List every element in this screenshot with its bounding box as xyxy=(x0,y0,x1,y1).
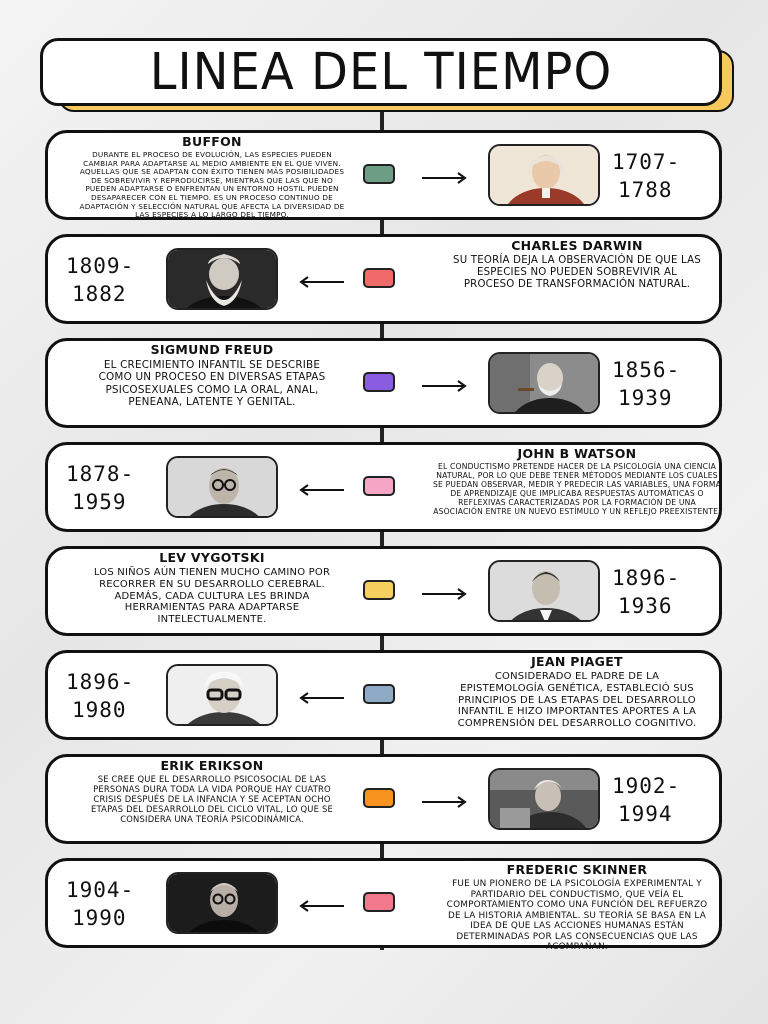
person-description: FUE UN PIONERO DE LA PSICOLOGÍA EXPERIMENTAL Y PARTIDARIO DEL CONDUCTISMO, QUE VEÍA EL COMPORTAMIENTO COMO UNA FUNCIÓN DEL REFUERZO DE LA HISTORIA AMBIENTAL. SU TEORÍA SE BASA EN LA IDEA DE QUE LAS ACCIONES HUMANAS ESTÁN DETERMINADAS POR LAS CONSECUENCIAS QUE LAS ACOMPAÑAN. xyxy=(446,879,708,952)
arrow-right-icon xyxy=(422,377,468,389)
year-start: 1896- xyxy=(612,566,681,590)
timeline-marker xyxy=(363,268,395,288)
year-end: 1936 xyxy=(618,594,673,618)
timeline-marker xyxy=(363,684,395,704)
person-photo xyxy=(488,144,600,206)
person-name: CHARLES DARWIN xyxy=(511,238,643,253)
year-start: 1878- xyxy=(66,462,135,486)
year-range xyxy=(612,356,680,412)
year-end: 1939 xyxy=(618,386,673,410)
timeline-marker xyxy=(363,476,395,496)
arrow-right-icon xyxy=(422,793,468,805)
person-photo xyxy=(488,768,600,830)
person-photo xyxy=(166,872,278,934)
year-start: 1809- xyxy=(66,254,135,278)
arrow-left-icon xyxy=(298,897,344,909)
year-end: 1959 xyxy=(72,490,127,514)
year-range xyxy=(612,564,680,620)
person-photo xyxy=(488,560,600,622)
person-name: FREDERIC SKINNER xyxy=(506,862,648,877)
person-description: SU TEORÍA DEJA LA OBSERVACIÓN DE QUE LAS ESPECIES NO PUEDEN SOBREVIVIR AL PROCESO DE TRANSFORMACIÓN NATURAL. xyxy=(453,255,701,291)
year-start: 1896- xyxy=(66,670,135,694)
person-description: SE CREE QUE EL DESARROLLO PSICOSOCIAL DE LAS PERSONAS DURA TODA LA VIDA PORQUE HAY CUATRO CRISIS DESPUÉS DE LA INFANCIA Y SE ACEPTAN OCHO ETAPAS DEL DESARROLLO DEL CICLO VITAL, LO QUE SE CONSIDERA UNA TEORÍA PSICODINÁMICA. xyxy=(91,774,333,824)
title-banner xyxy=(40,38,722,106)
person-name: SIGMUND FREUD xyxy=(150,342,274,357)
person-description: EL CONDUCTISMO PRETENDE HACER DE LA PSICOLOGÍA UNA CIENCIA NATURAL, POR LO QUE DEBE TENER MÉTODOS MEDIANTE LOS CUALES SE PUEDAN OBSERVAR, MEDIR Y PREDECIR LAS VARIABLES, UNA FORMA DE APRENDIZAJE QUE IMPLICABA RESPUESTAS AUTOMÁTICAS O REFLEXIVAS CARACTERIZADAS POR LA FORMACIÓN DE UNA ASOCIACIÓN ENTRE UN NUEVO ESTÍMULO Y UN REFLEJO PREEXISTENTE. xyxy=(433,462,721,516)
arrow-right-icon xyxy=(422,585,468,597)
year-start: 1856- xyxy=(612,358,681,382)
timeline-marker xyxy=(363,372,395,392)
year-range xyxy=(612,148,680,204)
person-photo xyxy=(166,456,278,518)
arrow-left-icon xyxy=(298,273,344,285)
arrow-left-icon xyxy=(298,689,344,701)
year-start: 1902- xyxy=(612,774,681,798)
person-photo xyxy=(166,664,278,726)
person-photo xyxy=(488,352,600,414)
person-name: BUFFON xyxy=(182,134,242,149)
timeline-marker xyxy=(363,788,395,808)
year-start: 1904- xyxy=(66,878,135,902)
year-range xyxy=(66,668,134,724)
person-description: EL CRECIMIENTO INFANTIL SE DESCRIBE COMO UN PROCESO EN DIVERSAS ETAPAS PSICOSEXUALES COMO LA ORAL, ANAL, PENEANA, LATENTE Y GENITAL. xyxy=(98,359,326,408)
year-range xyxy=(612,772,680,828)
year-start: 1707- xyxy=(612,150,681,174)
timeline-marker xyxy=(363,892,395,912)
arrow-left-icon xyxy=(298,481,344,493)
person-name: JOHN B WATSON xyxy=(517,446,637,461)
year-end: 1788 xyxy=(618,178,673,202)
arrow-right-icon xyxy=(422,169,468,181)
person-description: CONSIDERADO EL PADRE DE LA EPISTEMOLOGÍA GENÉTICA, ESTABLECIÓ SUS PRINCIPIOS DE LAS ETAPAS DEL DESARROLLO INFANTIL E HIZO IMPORTANTES APORTES A LA COMPRENSIÓN DEL DESARROLLO COGNITIVO. xyxy=(457,671,697,730)
person-name: LEV VYGOTSKI xyxy=(159,550,265,565)
year-range xyxy=(66,876,134,932)
year-end: 1882 xyxy=(72,282,127,306)
timeline-marker xyxy=(363,580,395,600)
year-end: 1990 xyxy=(72,906,127,930)
year-range xyxy=(66,252,134,308)
year-end: 1980 xyxy=(72,698,127,722)
person-description: LOS NIÑOS AÚN TIENEN MUCHO CAMINO POR RECORRER EN SU DESARROLLO CEREBRAL. ADEMÁS, CADA CULTURA LES BRINDA HERRAMIENTAS PARA ADAPTARSE INTELECTUALMENTE. xyxy=(93,567,331,626)
person-name: ERIK ERIKSON xyxy=(160,758,264,773)
page-title: LINEA DEL TIEMPO xyxy=(149,42,613,102)
year-end: 1994 xyxy=(618,802,673,826)
year-range xyxy=(66,460,134,516)
timeline-marker xyxy=(363,164,395,184)
person-description: DURANTE EL PROCESO DE EVOLUCIÓN, LAS ESPECIES PUEDEN CAMBIAR PARA ADAPTARSE AL MEDIO AMBIENTE EN EL QUE VIVEN. AQUELLAS QUE SE ADAPTAN CON ÉXITO TIENEN MÁS POSIBILIDADES DE SOBREVIVIR Y REPRODUCIRSE, MIENTRAS QUE LAS QUE NO PUEDEN ADAPTARSE O ENFRENTAN UN ENTORNO HOSTIL PUEDEN DESAPARECER CON EL TIEMPO. ES UN PROCESO CONTINUO DE ADAPTACIÓN Y SELECCIÓN NATURAL QUE AFECTA LA DIVERSIDAD DE LAS ESPECIES A LO LARGO DEL TIEMPO. xyxy=(79,150,345,220)
person-photo xyxy=(166,248,278,310)
person-name: JEAN PIAGET xyxy=(531,654,623,669)
